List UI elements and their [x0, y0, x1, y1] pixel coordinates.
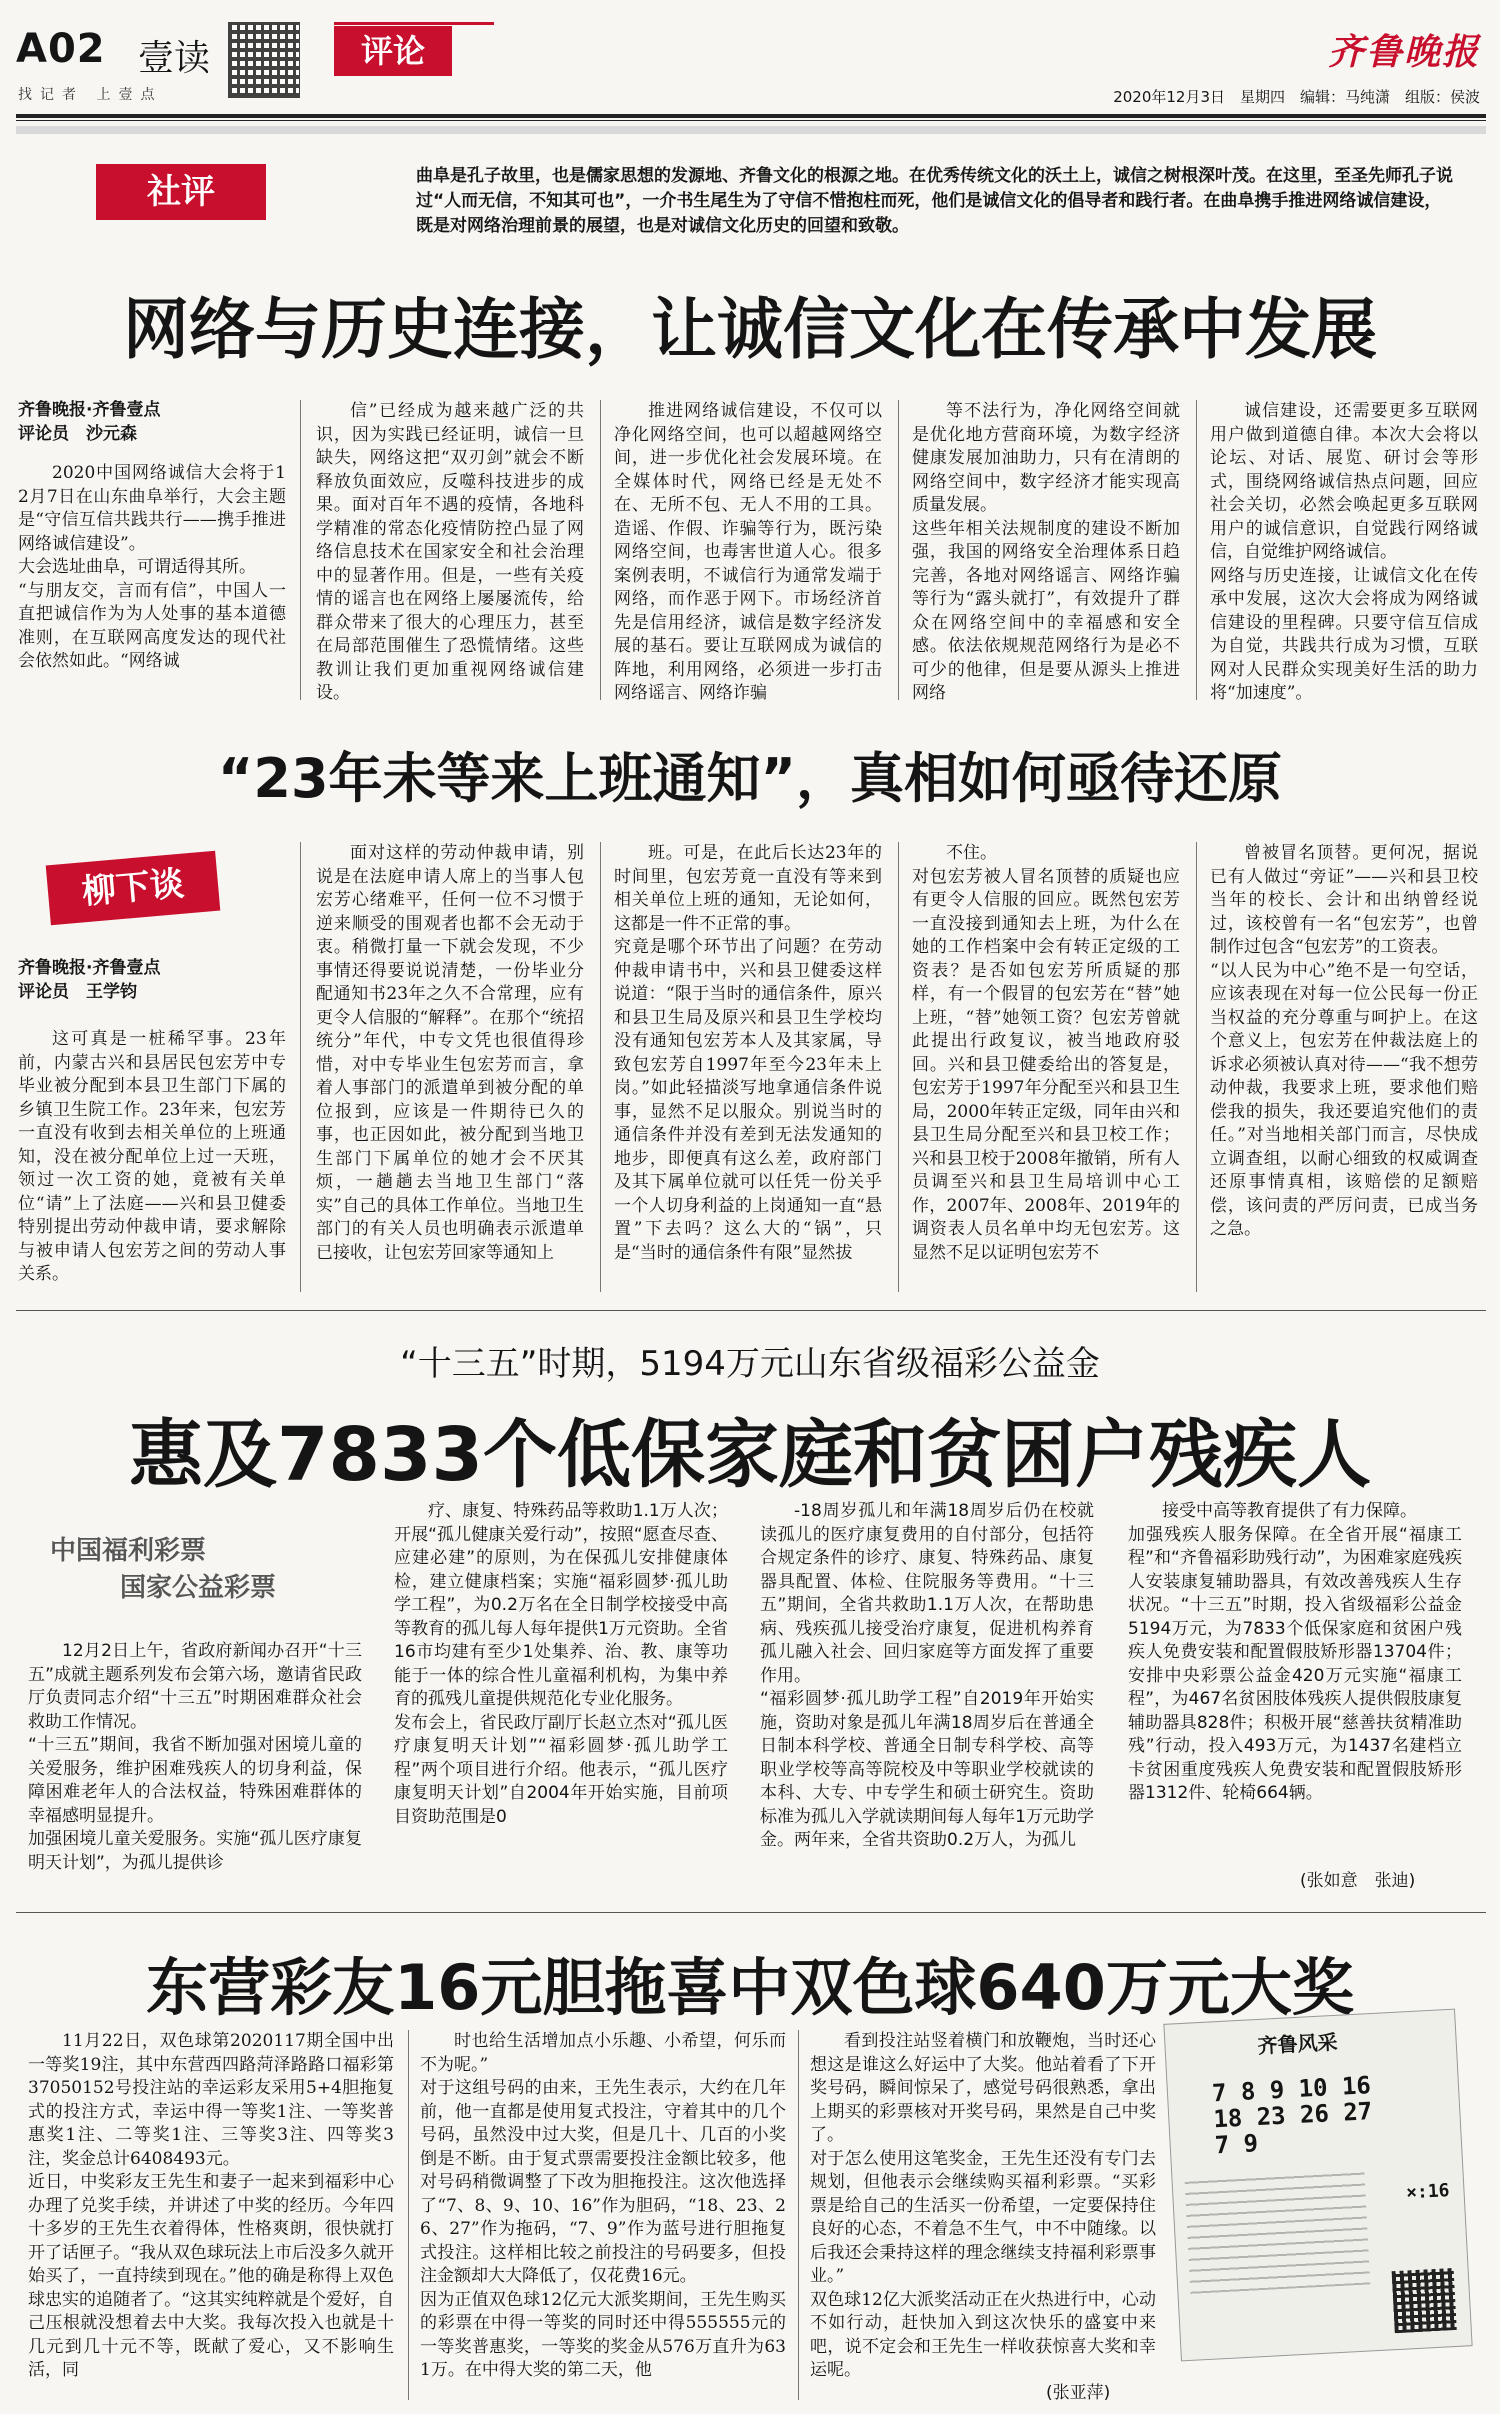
lottery-column-1-text: 11月22日，双色球第2020117期全国中出一等奖19注，其中东营西四路菏泽路路口福彩第37050152号投注站的幸运彩友采用5+4胆拖复式的投注方式，幸运中得一等奖1注、一等奖普惠奖1注、二等奖1注、三等奖3注、四等奖3注，奖金总计6408493元。 近日，中奖彩友王先生和妻子一起来到福彩中心办理了兑奖手续，并讲述了中奖的经历。今年四十多岁的王先生衣着得体，性格爽朗，很快就打开了话匣子。“我从双色球玩法上市后没多久就开始买了，一直持续到现在。”他的确是称得上双色球忠实的追随者了。“这其实纯粹就是个爱好，自己压根就没想着去中大奖。我每次投入也就是十几元到几十元不等，既献了爱心，又不影响生活，同 [28, 2031, 394, 2380]
qr-code-icon[interactable] [228, 22, 300, 98]
section-name: 壹读 [138, 38, 211, 79]
column-divider [1196, 842, 1197, 1292]
section-divider [16, 1310, 1486, 1311]
commentary-column-3 [614, 842, 882, 1292]
commentary-column-1-text: 这可真是一桩稀罕事。23年前，内蒙古兴和县居民包宏芳中专毕业被分配到本县卫生部门下属的乡镇卫生院工作。23年来，包宏芳一直没有收到去相关单位的上班通知，没在被分配单位上过一天班，领过一次工资的她，竟被有关单位“请”上了法庭——兴和县卫健委特别提出劳动仲裁申请，要求解除与被申请人包宏芳之间的劳动人事关系。 [18, 1029, 286, 1284]
welfare-logo-line2: 国家公益彩票 [120, 1573, 277, 1603]
ticket-multiplier: ×:16 [1405, 2180, 1451, 2204]
paper-logo: 齐鲁晚报 [1327, 31, 1480, 73]
editorial-column-5-text: 诚信建设，还需要更多互联网用户做到道德自律。本次大会将以论坛、对话、展览、研讨会等形式，围绕网络诚信热点问题，回应社会关切，必然会唤起更多互联网用户的诚信意识，自觉践行网络诚信，自觉维护网络诚信。 网络与历史连接，让诚信文化在传承中发展，这次大会将成为网络诚信建设的里程碑。只要守信互信成为自觉，共践共行成为习惯，互联网对人民群众实现美好生活的助力将“加速度”。 [1210, 401, 1478, 702]
welfare-headline[interactable]: 惠及7833个低保家庭和贫困户残疾人 [129, 1412, 1371, 1498]
commentary-column-2 [316, 842, 584, 1292]
editorial-byline: 齐鲁晚报·齐鲁壹点 评论员 沙元森 [18, 400, 161, 444]
column-divider [1196, 400, 1197, 700]
commentary-column-2-text: 面对这样的劳动仲裁申请，别说是在法庭申请人席上的当事人包宏芳心绪难平，任何一位不习惯于逆来顺受的围观者也都不会无动于衷。稍微打量一下就会发现，不少事情还得要说说清楚，一份毕业分配通知书23年之久不合常理，应有更令人信服的“解释”。在那个“统招统分”年代，中专文凭也很值得珍惜，对中专毕业生包宏芳而言，拿着人事部门的派遣单到被分配的单位报到，应该是一件期待已久的事，也正因如此，被分配到当地卫生部门下属单位的她才会不厌其烦，一趟趟去当地卫生部门“落实”自己的具体工作单位。当地卫生部门的有关人员也明确表示派遣单已接收，让包宏芳回家等通知上 [316, 843, 584, 1263]
editorial-ribbon: 社评 [96, 164, 266, 220]
editorial-column-4-text: 等不法行为，净化网络空间就是优化地方营商环境，为数字经济健康发展加油助力，只有在清朗的网络空间中，数字经济才能实现高质量发展。 这些年相关法规制度的建设不断加强，我国的网络安全治理体系日趋完善，各地对网络谣言、网络诈骗等行为“露头就打”，有效提升了群众在网络空间中的幸福感和安全感。依法依规规范网络行为是必不可少的他律，但是要从源头上推进网络 [912, 401, 1180, 702]
commentary-column-3-text: 班。可是，在此后长达23年的时间里，包宏芳竟一直没有等来到相关单位上班的通知，无论如何，这都是一件不正常的事。 究竟是哪个环节出了问题？在劳动仲裁申请书中，兴和县卫健委这样说道：“限于当时的通信条件，原兴和县卫生局及原兴和县卫生学校均没有通知包宏芳本人及其家属，导致包宏芳自1997年至今23年未上岗。”如此轻描淡写地拿通信条件说事，显然不足以服众。别说当时的通信条件并没有差到无法发通知的地步，即便真有这么差，政府部门及其下属单位就可以任凭一份关乎一个人切身利益的上岗通知一直“悬置”下去吗？这么大的“锅”，只是“当时的通信条件有限”显然拔 [614, 843, 882, 1263]
welfare-column-4 [1128, 1500, 1462, 1864]
column-divider [798, 2030, 799, 2400]
section-subtitle: 找记者 上壹点 [18, 87, 163, 103]
ticket-title: 齐鲁风采 [1257, 2029, 1339, 2058]
commentary-column-1 [18, 1028, 286, 1290]
welfare-column-3-text: -18周岁孤儿和年满18周岁后仍在校就读孤儿的医疗康复费用的自付部分，包括符合规定条件的诊疗、康复、特殊药品、康复器具配置、体检、住院服务等费用。“十三五”期间，全省共救助1.1万人次，在帮助患病、残疾孤儿接受治疗康复，促进机构养育孤儿融入社会、回归家庭等方面发挥了重要作用。 “福彩圆梦·孤儿助学工程”自2019年开始实施，资助对象是孤儿年满18周岁后在普通全日制本科学校、普通全日制专科学校、高等职业学校等高等院校及中等职业学校就读的本科、大专、中专学生和硕士研究生。资助标准为孤儿入学就读期间每人每年1万元助学金。两年来，全省共资助0.2万人，为孤儿 [760, 1501, 1094, 1850]
editorial-column-1 [18, 462, 286, 702]
welfare-column-3 [760, 1500, 1094, 1892]
commentary-column-4 [912, 842, 1180, 1292]
editorial-column-3-text: 推进网络诚信建设，不仅可以净化网络空间，也可以超越网络空间，进一步优化社会发展环境。在全媒体时代，网络已经是无处不在、无所不包、无人不用的工具。造谣、作假、诈骗等行为，既污染网络空间，也毒害世道人心。很多案例表明，不诚信行为通常发端于网络，而作恶于网下。市场经济首先是信用经济，诚信是数字经济发展的基石。要让互联网成为诚信的阵地，利用网络，必须进一步打击网络谣言、网络诈骗 [614, 401, 882, 702]
masthead-band [16, 126, 1486, 134]
ticket-print-lines [1184, 2165, 1370, 2294]
commentary-column-4-text: 不住。 对包宏芳被人冒名顶替的质疑也应有更令人信服的回应。既然包宏芳一直没接到通知去上班，为什么在她的工作档案中会有转正定级的工资表？是否如包宏芳所质疑的那样，有一个假冒的包宏芳在“替”她上班，“替”她领工资？包宏芳曾就此提出行政复议，被当地政府驳回。兴和县卫健委给出的答复是，包宏芳于1997年分配至兴和县卫生局，2000年转正定级，同年由兴和县卫生局分配至兴和县卫校工作；兴和县卫校于2008年撤销，所有人员调至兴和县卫生局培训中心工作，2007年、2008年、2019年的调资表人员名单中均无包宏芳。这显然不足以证明包宏芳不 [912, 843, 1180, 1263]
lottery-column-3-text: 看到投注站竖着横门和放鞭炮，当时还心想这是谁这么好运中了大奖。他站着看了下开奖号码，瞬间惊呆了，感觉号码很熟悉，拿出上期买的彩票核对开奖号码，果然是自己中奖了。 对于怎么使用这笔奖金，王先生还没有专门去规划，但他表示会继续购买福利彩票。“买彩票是给自己的生活买一份希望，一定要保持住良好的心态，不着急不生气，中不中随缘。以后我还会秉持这样的理念继续支持福利彩票事业。” 双色球12亿大派奖活动正在火热进行中，心动不如行动，赶快加入到这次快乐的盛宴中来吧，说不定会和王先生一样收获惊喜大奖和幸运呢。 [810, 2031, 1156, 2380]
editorial-column-2-text: 信”已经成为越来越广泛的共识，因为实践已经证明，诚信一旦缺失，网络这把“双刃剑”就会不断释放负面效应，反噬科技进步的成果。面对百年不遇的疫情，各地科学精准的常态化疫情防控凸显了网络信息技术在国家安全和社会治理中的显著作用。但是，一些有关疫情的谣言也在网络上屡屡流传，给群众带来了很大的心理压力，甚至在局部范围催生了恐慌情绪。这些教训让我们更加重视网络诚信建设。 [316, 401, 584, 702]
welfare-kicker: “十三五”时期，5194万元山东省级福彩公益金 [400, 1344, 1100, 1384]
section-tag-bar [334, 22, 494, 25]
masthead [16, 22, 1486, 112]
editorial-column-1-text: 2020中国网络诚信大会将于12月7日在山东曲阜举行，大会主题是“守信互信共践共行——携手推进网络诚信建设”。 大会选址曲阜，可谓适得其所。 “与朋友交，言而有信”，中国人一直把诚信作为为人处事的基本道德准则，在互联网高度发达的现代社会依然如此。“网络诚 [18, 463, 286, 671]
lottery-credit: (张亚萍) [1046, 2383, 1111, 2403]
ticket-qr-icon [1392, 2268, 1457, 2333]
lottery-column-2-text: 时也给生活增加点小乐趣、小希望，何乐而不为呢。” 对于这组号码的由来，王先生表示，大约在几年前，他一直都是使用复式投注，守着其中的几个号码，虽然没中过大奖，但是几十、几百的小奖倒是不断。由于复式票需要投注金额比较多，他对号码稍微调整了下改为胆拖投注。这次他选择了“7、8、9、10、16”作为胆码，“18、23、26、27”作为拖码，“7、9”作为蓝号进行胆拖复式投注。这样相比较之前投注的号码要多，但投注金额却大大降低了，仅花费16元。 因为正值双色球12亿元大派奖期间，王先生购买的彩票在中得一等奖的同时还中得555555元的一等奖普惠奖，一等奖的奖金从576万直升为631万。在中得大奖的第二天，他 [420, 2031, 786, 2380]
section-tag: 评论 [334, 26, 452, 76]
masthead-rule-thin [16, 120, 1486, 121]
welfare-column-1 [28, 1640, 362, 1892]
editorial-headline[interactable]: 网络与历史连接，让诚信文化在传承中发展 [123, 291, 1377, 368]
commentary-ribbon: 柳下谈 [46, 851, 221, 926]
masthead-rule [16, 114, 1486, 118]
lottery-column-2 [420, 2030, 786, 2402]
column-divider [600, 842, 601, 1292]
commentary-column-5 [1210, 842, 1478, 1292]
lottery-column-3 [810, 2030, 1156, 2402]
editorial-column-5 [1210, 400, 1478, 702]
welfare-column-4-text: 接受中高等教育提供了有力保障。 加强残疾人服务保障。在全省开展“福康工程”和“齐鲁福彩助残行动”，为困难家庭残疾人安装康复辅助器具，有效改善残疾人生存状况。“十三五”时期，投入省级福彩公益金5194万元，为7833个低保家庭和贫困户残疾人免费安装和配置假肢矫形器13704件；安排中央彩票公益金420万元实施“福康工程”，为467名贫困肢体残疾人提供假肢康复辅助器具828件；积极开展“慈善扶贫精准助残”行动，投入493万元，为1437名建档立卡贫困重度残疾人免费安装和配置假肢矫形器1312件、轮椅664辆。 [1128, 1501, 1462, 1803]
commentary-column-5-text: 曾被冒名顶替。更何况，据说已有人做过“旁证”——兴和县卫校当年的校长、会计和出纳曾经说过，该校曾有一名“包宏芳”，也曾制作过包含“包宏芳”的工资表。 “以人民为中心”绝不是一句空话，应该表现在对每一位公民每一份正当权益的充分尊重与呵护上。在这个意义上，包宏芳在仲裁法庭上的诉求必须被认真对待——“我不想劳动仲裁，我要求上班，要求他们赔偿我的损失，我还要追究他们的责任。”对当地相关部门而言，尽快成立调查组，以耐心细致的权威调查还原事情真相，该赔偿的足额赔偿，该问责的严厉问责，已成当务之急。 [1210, 843, 1478, 1239]
column-divider [408, 2030, 409, 2400]
welfare-credit: (张如意 张迪) [1300, 1871, 1416, 1891]
welfare-column-1-text: 12月2日上午，省政府新闻办召开“十三五”成就主题系列发布会第六场，邀请省民政厅负责同志介绍“十三五”时期困难群众社会救助工作情况。 “十三五”期间，我省不断加强对困境儿童的关爱服务，维护困难残疾人的切身利益，保障困难老年人的合法权益，特殊困难群体的幸福感明显提升。 加强困境儿童关爱服务。实施“孤儿医疗康复明天计划”，为孤儿提供诊 [28, 1641, 362, 1873]
commentary-byline: 齐鲁晚报·齐鲁壹点 评论员 王学钧 [18, 958, 161, 1002]
column-divider [300, 842, 301, 1292]
welfare-column-2-text: 疗、康复、特殊药品等救助1.1万人次；开展“孤儿健康关爱行动”，按照“愿查尽查、应建必建”的原则，为在保孤儿安排健康体检，建立健康档案；实施“福彩圆梦·孤儿助学工程”，为0.2万名在全日制学校接受中高等教育的孤儿每人每年提供1万元资助。全省16市均建有至少1处集养、治、教、康等功能于一体的综合性儿童福利机构，为集中养育的孤残儿童提供规范化专业化服务。 发布会上，省民政厅副厅长赵立杰对“孤儿医疗康复明天计划”“福彩圆梦·孤儿助学工程”两个项目进行介绍。他表示，“孤儿医疗康复明天计划”自2004年开始实施，目前项目资助范围是0 [394, 1501, 728, 1827]
column-divider [300, 400, 301, 700]
editorial-lead: 曲阜是孔子故里，也是儒家思想的发源地、齐鲁文化的根源之地。在优秀传统文化的沃土上，诚信之树根深叶茂。在这里，至圣先师孔子说过“人而无信，不知其可也”，一介书生尾生为了守信不惜抱柱而死，他们是诚信文化的倡导者和践行者。在曲阜携手推进网络诚信建设，既是对网络治理前景的展望，也是对诚信文化历史的回望和致敬。 [416, 166, 1453, 236]
dateline: 2020年12月3日 星期四 编辑：马纯潇 组版：侯波 [1113, 88, 1480, 106]
welfare-column-2 [394, 1500, 728, 1892]
welfare-lottery-logo [50, 1530, 340, 1620]
column-divider [600, 400, 601, 700]
lottery-column-1 [28, 2030, 394, 2402]
editorial-column-2 [316, 400, 584, 702]
lottery-headline[interactable]: 东营彩友16元胆拖喜中双色球640万元大奖 [146, 1951, 1354, 2024]
column-divider [898, 400, 899, 700]
column-divider [898, 842, 899, 1292]
lottery-ticket-photo [1163, 2009, 1472, 2362]
editorial-column-4 [912, 400, 1180, 702]
commentary-headline[interactable]: “23年未等来上班通知”，真相如何亟待还原 [217, 747, 1283, 810]
editorial-column-3 [614, 400, 882, 702]
page-number: A02 [16, 26, 106, 72]
welfare-logo-line1: 中国福利彩票 [50, 1536, 207, 1566]
ticket-numbers: 7 8 9 10 16 18 23 26 27 7 9 [1211, 2071, 1373, 2160]
section-divider [16, 1912, 1486, 1913]
